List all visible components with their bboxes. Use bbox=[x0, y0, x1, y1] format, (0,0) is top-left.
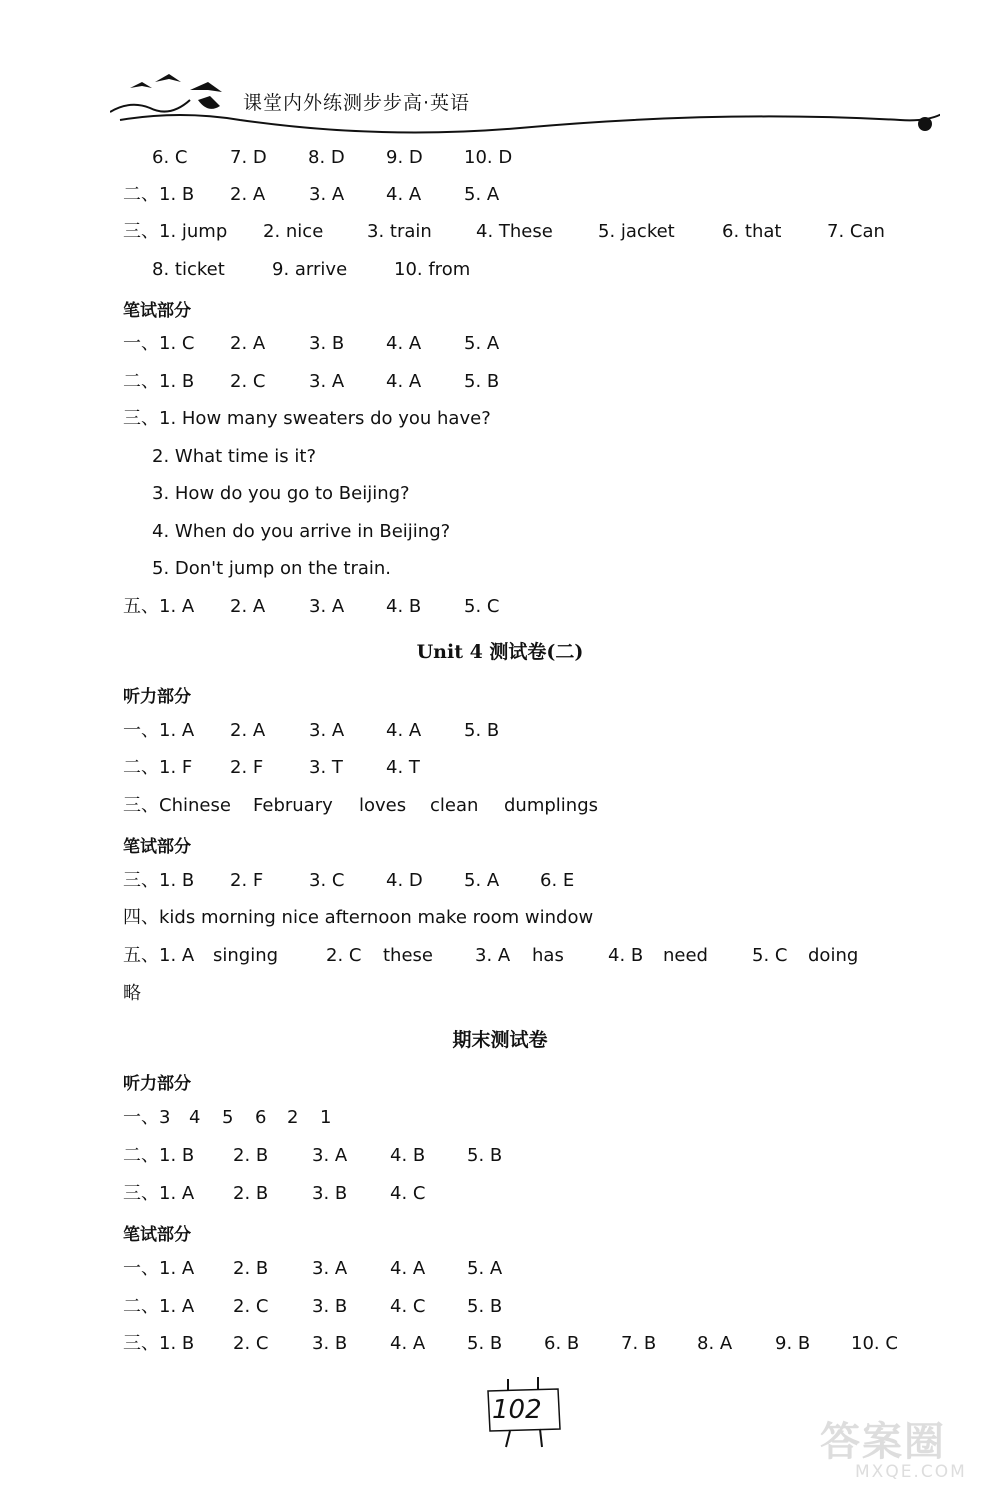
answer-item: 9. arrive bbox=[272, 259, 348, 280]
answer-item: 4. A bbox=[386, 371, 422, 392]
answer-item: 4. D bbox=[386, 870, 423, 891]
answer-item: 4. B bbox=[390, 1145, 426, 1166]
answer-item: 10. C bbox=[851, 1333, 898, 1354]
answer-item: 一、1. C bbox=[123, 333, 195, 354]
answer-item: dumplings bbox=[504, 795, 599, 816]
answer-item: 4. These bbox=[476, 221, 553, 242]
answer-item: 2 bbox=[287, 1107, 299, 1128]
answer-item: 5. B bbox=[467, 1333, 503, 1354]
answer-item: 4 bbox=[189, 1107, 201, 1128]
answer-item: 2. nice bbox=[263, 221, 324, 242]
answer-item: 4. T bbox=[386, 757, 420, 778]
answer-item: 3. B bbox=[309, 333, 345, 354]
answer-item: 10. from bbox=[394, 259, 471, 280]
answer-item: 2. F bbox=[230, 757, 264, 778]
answer-item: 6. C bbox=[152, 147, 188, 168]
answer-item: 1 bbox=[320, 1107, 332, 1128]
answer-item: 3. How do you go to Beijing? bbox=[152, 483, 410, 504]
answer-item: 一、1. A bbox=[123, 1258, 195, 1279]
answer-item: 2. What time is it? bbox=[152, 446, 317, 467]
section-label: 听力部分 bbox=[123, 1074, 191, 1094]
test-heading: 期末测试卷 bbox=[452, 1029, 548, 1051]
answer-item: 5. B bbox=[464, 371, 500, 392]
page-number bbox=[480, 1373, 570, 1453]
answer-item: 五、1. A bbox=[123, 945, 195, 966]
answer-item: 3. B bbox=[312, 1183, 348, 1204]
test-heading: Unit 4 测试卷(二) bbox=[416, 641, 584, 663]
answer-item: 2. B bbox=[233, 1145, 269, 1166]
header-title: 课堂内外练测步步高·英语 bbox=[243, 92, 471, 114]
answer-item: 2. C bbox=[230, 371, 266, 392]
answer-item: 2. A bbox=[230, 720, 266, 741]
section-label: 笔试部分 bbox=[123, 301, 191, 321]
answer-item: 3. A bbox=[309, 371, 345, 392]
watermark-logo: 答案圈 bbox=[820, 1419, 946, 1465]
answer-item: 5. jacket bbox=[598, 221, 675, 242]
answer-item: 3. B bbox=[312, 1296, 348, 1317]
answer-item: 5. B bbox=[467, 1145, 503, 1166]
answer-item: loves bbox=[359, 795, 407, 816]
answer-item: 二、1. F bbox=[123, 757, 193, 778]
answer-item: 3. T bbox=[309, 757, 343, 778]
answer-item: has bbox=[532, 945, 564, 966]
answer-item: 4. A bbox=[390, 1333, 426, 1354]
answer-item: 四、kids morning nice afternoon make room window bbox=[123, 907, 594, 928]
answer-item: 2. C bbox=[233, 1333, 269, 1354]
answer-item: singing bbox=[213, 945, 279, 966]
answer-item: 4. B bbox=[386, 596, 422, 617]
answer-item: 三、Chinese bbox=[123, 795, 231, 816]
answer-item: 略 bbox=[123, 983, 141, 1004]
watermark-url: MXQE.COM bbox=[855, 1462, 967, 1482]
answer-item: 3. A bbox=[309, 720, 345, 741]
answer-item: 3. train bbox=[367, 221, 432, 242]
answer-item: 5. Don't jump on the train. bbox=[152, 558, 392, 579]
answer-item: 4. B bbox=[608, 945, 644, 966]
answer-item: 2. A bbox=[230, 596, 266, 617]
birds-decoration-icon bbox=[110, 70, 940, 140]
answer-item: 4. A bbox=[386, 720, 422, 741]
answer-item: 3. A bbox=[309, 596, 345, 617]
answer-item: 一、3 bbox=[123, 1107, 171, 1128]
answer-item: 6. E bbox=[540, 870, 575, 891]
answer-item: clean bbox=[430, 795, 479, 816]
answer-item: 三、1. B bbox=[123, 870, 195, 891]
answer-item: February bbox=[253, 795, 333, 816]
answer-item: 5. A bbox=[464, 184, 500, 205]
page-number-text: 102 bbox=[492, 1395, 542, 1425]
section-label: 笔试部分 bbox=[123, 1225, 191, 1245]
answer-item: 3. C bbox=[309, 870, 345, 891]
answer-item: 7. Can bbox=[827, 221, 885, 242]
answer-item: 2. F bbox=[230, 870, 264, 891]
answer-item: 二、1. B bbox=[123, 184, 195, 205]
answer-item: 6. that bbox=[722, 221, 782, 242]
answer-item: 3. A bbox=[309, 184, 345, 205]
answer-item: 4. When do you arrive in Beijing? bbox=[152, 521, 451, 542]
answer-item: 6 bbox=[255, 1107, 267, 1128]
answer-item: 2. C bbox=[326, 945, 362, 966]
answer-item: 5. C bbox=[752, 945, 788, 966]
answer-item: 一、1. A bbox=[123, 720, 195, 741]
answer-item: 5. A bbox=[464, 870, 500, 891]
answer-item: 二、1. B bbox=[123, 1145, 195, 1166]
answer-item: 5. C bbox=[464, 596, 500, 617]
answer-item: 5. A bbox=[464, 333, 500, 354]
answer-item: 9. B bbox=[775, 1333, 811, 1354]
answer-item: 4. A bbox=[386, 333, 422, 354]
answer-item: 2. A bbox=[230, 184, 266, 205]
answer-item: 二、1. A bbox=[123, 1296, 195, 1317]
answer-item: 3. A bbox=[312, 1145, 348, 1166]
answer-item: 4. C bbox=[390, 1183, 426, 1204]
answer-item: 五、1. A bbox=[123, 596, 195, 617]
answer-item: 4. A bbox=[390, 1258, 426, 1279]
answer-item: 6. B bbox=[544, 1333, 580, 1354]
answer-item: 4. C bbox=[390, 1296, 426, 1317]
section-label: 听力部分 bbox=[123, 687, 191, 707]
answer-item: doing bbox=[808, 945, 859, 966]
answer-item: 8. D bbox=[308, 147, 345, 168]
answer-item: 7. B bbox=[621, 1333, 657, 1354]
answer-item: 8. A bbox=[697, 1333, 733, 1354]
answer-item: 5. B bbox=[467, 1296, 503, 1317]
answer-item: 5 bbox=[222, 1107, 234, 1128]
answer-item: 9. D bbox=[386, 147, 423, 168]
answer-item: 7. D bbox=[230, 147, 267, 168]
answer-item: 10. D bbox=[464, 147, 513, 168]
answer-item: 3. A bbox=[312, 1258, 348, 1279]
answer-item: 三、1. How many sweaters do you have? bbox=[123, 408, 491, 429]
answer-item: 8. ticket bbox=[152, 259, 225, 280]
answer-item: 2. C bbox=[233, 1296, 269, 1317]
answer-item: 三、1. A bbox=[123, 1183, 195, 1204]
answer-item: 3. A bbox=[475, 945, 511, 966]
section-label: 笔试部分 bbox=[123, 837, 191, 857]
answer-item: 5. A bbox=[467, 1258, 503, 1279]
answer-item: these bbox=[383, 945, 433, 966]
page-header bbox=[110, 70, 940, 140]
answer-item: 2. B bbox=[233, 1183, 269, 1204]
answer-item: 4. A bbox=[386, 184, 422, 205]
answer-item: 二、1. B bbox=[123, 371, 195, 392]
answer-item: 2. B bbox=[233, 1258, 269, 1279]
answer-item: need bbox=[663, 945, 708, 966]
answer-item: 5. B bbox=[464, 720, 500, 741]
answer-item: 三、1. jump bbox=[123, 221, 228, 242]
answer-item: 3. B bbox=[312, 1333, 348, 1354]
answer-item: 2. A bbox=[230, 333, 266, 354]
answer-item: 三、1. B bbox=[123, 1333, 195, 1354]
